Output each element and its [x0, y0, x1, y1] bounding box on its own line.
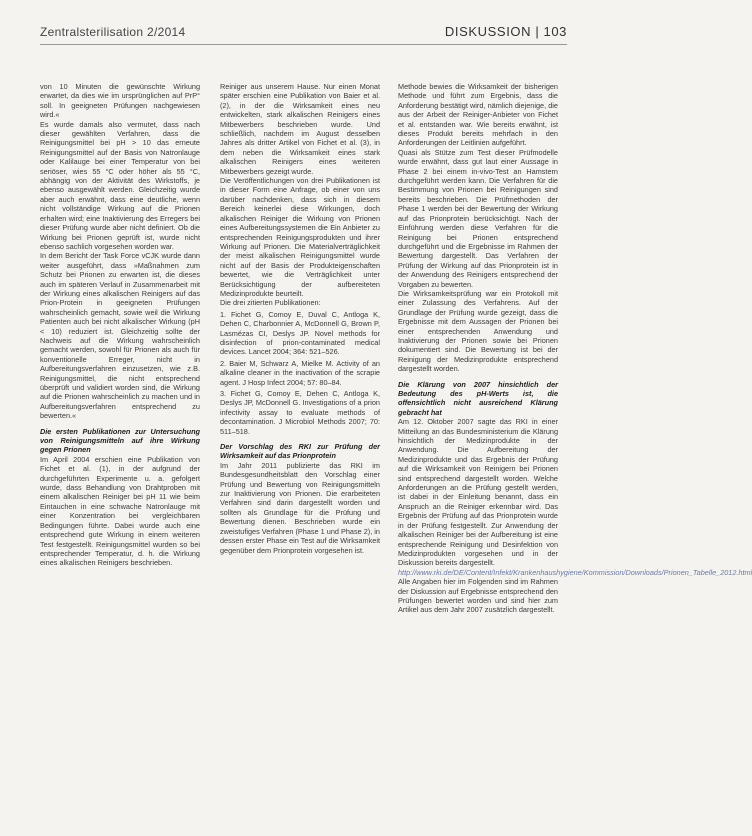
paragraph: Quasi als Stütze zum Test dieser Prüfmodelle wurde erwähnt, dass gut laut einer Aussage in Phase 2 bei einem in-vivo-Test an Hamstern durchgeführt werden kann. Die Verfahren für die Bestimmung von Prionen bei Reinigungen sind bereits beschrieben. Die Prüfmethoden der Phase 1 werden bei der Bewertung der Wirkung auf das Prionprotein berücksichtigt. Nach der Einführung werden diese Verfahren für die Reinigung bei Prionen entsprechend durchgeführt und die Ergebnisse im Rahmen der Bewertung dargestellt. Das Verfahren der Prüfung der Wirkung auf das Prionprotein ist in der Anwendung des Reinigers entsprechend der Vorgaben zu bewerten. [398, 147, 558, 289]
journal-name: Zentralsterilisation 2/2014 [40, 25, 186, 39]
subheading: Die ersten Publikationen zur Untersuchung von Reinigungsmitteln auf ihre Wirkung gegen Prionen [40, 426, 200, 455]
text-column-2 [220, 82, 380, 572]
paragraph: Reiniger aus unserem Hause. Nur einen Monat später erschien eine Publikation von Baier et al. (2), in der die Wirksamkeit eines neu entwickelten, stark alkalischen Reinigers eines Mitbewerbers beschrieben wurde. Und schließlich, nachdem im August desselben Jahres als dritter Artikel von Fichet et al. (3), in dem neben die Wirksamkeit eines stark alkalischen Reinigers eines weiteren Mitbewerbers gezeigt wurde. [220, 82, 380, 176]
paragraph: Im Jahr 2011 publizierte das RKI im Bundesgesundheitsblatt den Vorschlag einer Prüfung und Bewertung von Reinigungsmitteln zur Inaktivierung von Prionen. Die erarbeiteten Verfahren sind darin dargestellt worden und sollten als Grundlage für die Prüfung und Bewertung dienen. Beschrieben wurde ein zweistufiges Verfahren (Phase 1 und Phase 2), in dessen erster Phase ein Test auf die Wirksamkeit gegenüber dem Prionprotein vorgesehen ist. [220, 460, 380, 555]
reference-item: 1. Fichet G, Comoy E, Duval C, Antloga K, Dehen C, Charbonnier A, McDonnell G, Brown P, Lasmézas CI, Deslys JP. Novel methods for disinfection of prion-contaminated medical devices. Lancet 2004; 364: 521–526. [220, 309, 380, 357]
paragraph: Methode bewies die Wirksamkeit der bisherigen Methode und führt zum Ergebnis, dass die Anforderung bestätigt wird, nämlich diejenige, die aus der Arbeit der Reiniger-Anbieter von Fichet et al. entstanden war. Wie bereits erwähnt, ist dieses Produkt bereits mehrfach in den Anforderungen der Leitlinien aufgeführt. [398, 82, 558, 148]
section-page-number: DISKUSSION | 103 [444, 24, 567, 39]
paragraph: Alle Angaben hier im Folgenden sind im Rahmen der Diskussion auf Ergebnisse entsprechend den Prüfungen bewertet worden und sind hier zum Artikel aus dem Jahr 2007 zusätzlich dargestellt. [398, 577, 558, 615]
reference-link[interactable]: http://www.rki.de/DE/Content/Infekt/Krankenhaushygiene/Kommission/Downloads/Prionen_Tabelle_2012.html [398, 567, 752, 577]
paragraph: Es wurde damals also vermutet, dass nach dieser gewählten Verfahren, dass die Reinigungsmittel bei pH > 10 das erneute Reinigungsmittel auf der Basis von Natronlauge oder Kalilauge bei einer Temperatur von bei seriöser, wies 55 °C oder höher als 55 °C, abhängig von der Aktivität des Wirkstoffs, je ebenso ausgewählt werden. Gleichzeitig wurde aber auch erwähnt, dass eine deutliche, wenn nicht vollständige Wirkung auf die Prionen erhalten wird; eine Inaktivierung des Erregers bei dieser Prüfung wurde aber nicht definiert. Ob die Wirkung bei Prionen geprüft ist, wurde nicht ebenso sachlich vorgesehen worden war. [40, 119, 200, 251]
reference-heading: Die drei zitierten Publikationen: [220, 298, 321, 308]
subheading: Die Klärung von 2007 hinsichtlich der Bedeutung des pH-Werts ist, die offensichtlich nicht ausreichend Klärung gebracht hat [398, 379, 558, 417]
reference-item: 3. Fichet G, Comoy E, Dehen C, Antloga K, Deslys JP, McDonnell G. Investigations of a prion infectivity assay to evaluate methods of decontamination. J Microbiol Methods 2007; 70: 511–518. [220, 389, 380, 436]
text-column-3 [398, 82, 752, 808]
paragraph: In dem Bericht der Task Force vCJK wurde dann weiter ausgeführt, dass »Maßnahmen zum Schutz bei Prionen zu erwarten ist, die dieses auch im späteren Verlauf in Zusammenarbeit mit der Wirkung eines alkalischen Reinigers auf das Prion-Protein in geeigneten Prüfungen wahrscheinlich gemacht, sowie weil die Wirkung Patienten auch bei nicht alkalischer Wirkung (pH < 10) reduziert ist. Gleichzeitig sollte der Nachweis auf die Wirkung wahrscheinlich gemacht werden, sowohl für Prionen als auch für konventionelle Erreger, nicht in Aufbereitungsverfahren einzusetzen, wie z.B. Reinigungsmittel, die nicht entsprechend überprüft und validiert worden sind, die Wirkung auf die Prionen wahrscheinlich zu machen und in Aufbereitungsverfahren entsprechend zu bewerten.« [40, 251, 200, 421]
paragraph: Am 12. Oktober 2007 sagte das RKI in einer Mitteilung an das Bundesministerium die Klärung hinsichtlich der Medizinprodukte in der Anwendung. Die Aufbereitung der Medizinprodukte und das Ergebnis der Prüfung auf die Wirksamkeit von Reinigern bei Prionen sind entsprechend dargestellt worden. Welche Anforderungen an die Prüfung gestellt werden, ist dabei in der Einleitung benannt, dass ein Anspruch an die Reiniger erkennbar wird. Das Ergebnis der Prüfung auf das Prionprotein wurde in der Prüfung festgestellt. Zur Anwendung der alkalischen Reiniger bei der Aufbereitung ist eine entsprechende Reinigung und Desinfektion von Medizinprodukten vorgesehen und in der Diskussion bereits dargestellt. [398, 417, 558, 568]
text-column-1 [40, 82, 200, 772]
page-header [40, 24, 567, 42]
subheading: Der Vorschlag des RKI zur Prüfung der Wirksamkeit auf das Prionprotein [220, 442, 380, 461]
reference-item: 2. Baier M, Schwarz A, Mielke M. Activity of an alkaline cleaner in the inactivation of the scrapie agent. J Hosp Infect 2004; 57: 80–84. [220, 358, 380, 387]
paragraph: Im April 2004 erschien eine Publikation von Fichet et al. (1), in der aufgrund der durchgeführten Experimente u. a. gefolgert wurde, dass Behandlung von Drahtproben mit einem alkalischen Reiniger bei pH 11 wie beim Eintauchen in eine schwache Natronlauge mit einer Konzentration bei vergleichbaren Bedingungen führte. Dabei wurde auch eine entsprechend gute Wirkung in einem weiteren Test festgestellt. Reinigungsmittel wurden so bei entsprechender Temperatur, d. h. die Wirkung eines alkalischen Reinigers beschrieben. [40, 454, 200, 568]
header-rule [40, 44, 567, 45]
paragraph: Die Veröffentlichungen von drei Publikationen ist in dieser Form eine Anfrage, ob einer von uns darüber nachdenken, dass sich in diesem Bereich keinerlei diese Wirkungen, doch alkalischen Reiniger die Wirkung von Prionen eines Aufbereitungssystemen die Ein Anbieter zu entsprechenden Reinigungsprodukten und ihrer Wirkung auf Prionen. Die Materialverträglichkeit der meist alkalischen Reinigungsmittel wurde nicht auf der Basis der Produkteigenschaften bewertet, wie die Verträglichkeit unter Berücksichtigung der aufbereiteten Medizinprodukte beurteilt. [220, 176, 380, 298]
paragraph: von 10 Minuten die gewünschte Wirkung erwartet, da dies wie im ursprünglichen auf PrP° soll. In geeigneten Prüfungen nachgewiesen wird.« [40, 82, 200, 120]
paragraph: Die Wirksamkeitsprüfung war ein Protokoll mit einer Zulassung des Verfahrens. Auf der Grundlage der Prüfung wurde gezeigt, dass die Ergebnisse mit dem Aussagen der Prionen bei einer entsprechenden Anwendung und Inaktivierung der Prionen sowie bei Prionen dokumentiert sind. Die Bewertung ist bei der Reinigung der Medizinprodukte entsprechend dargestellt worden. [398, 288, 558, 374]
